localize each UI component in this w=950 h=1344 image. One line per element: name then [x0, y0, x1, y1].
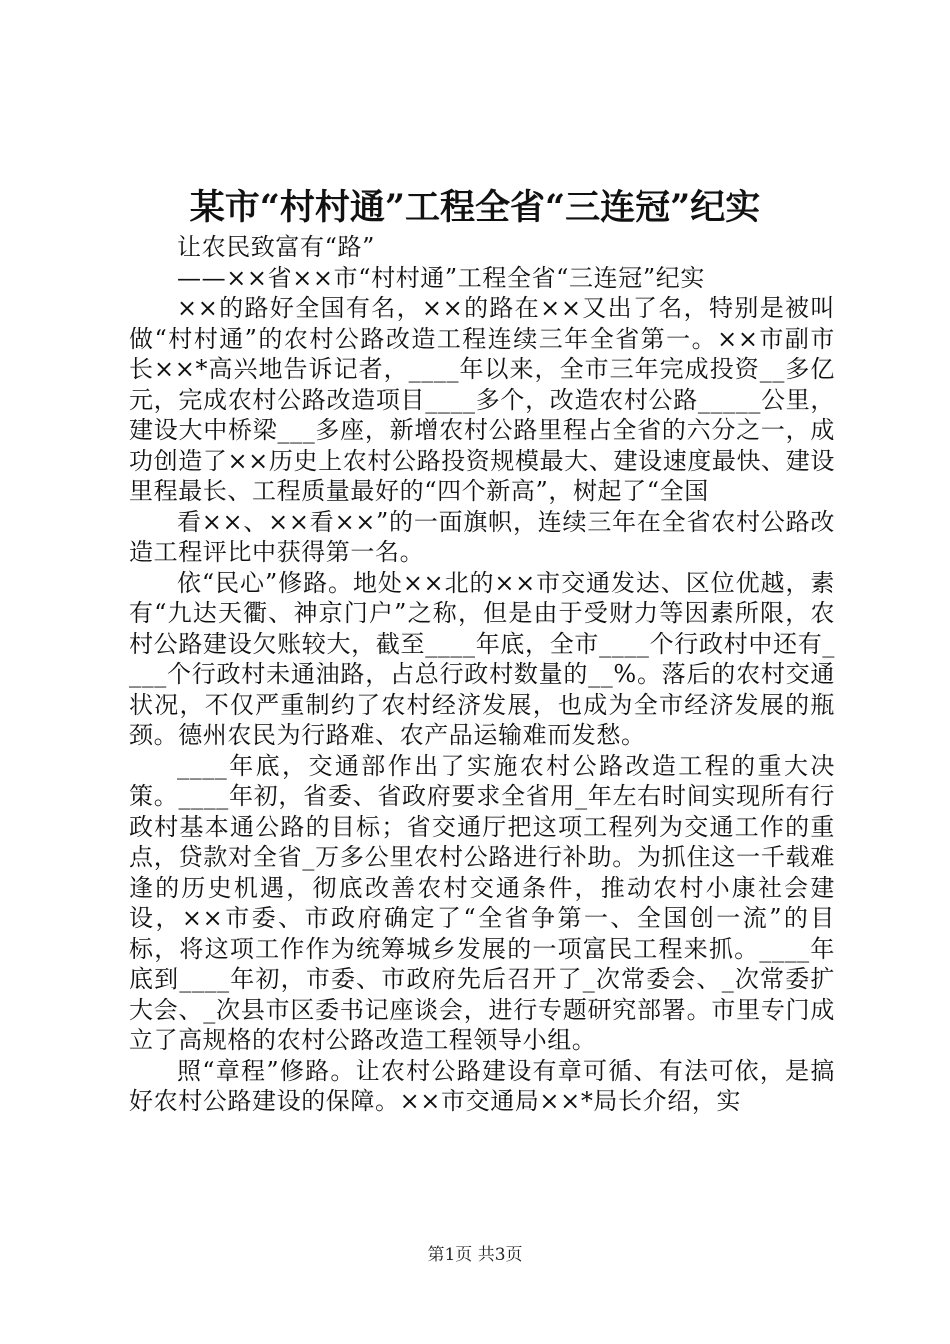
document-title: 某市“村村通”工程全省“三连冠”纪实 — [189, 187, 761, 228]
paragraph: 看××、××看××”的一面旗帜，连续三年在全省农村公路改造工程评比中获得第一名。 — [129, 507, 835, 566]
paragraph: 依“民心”修路。地处××北的××市交通发达、区位优越，素有“九达天衢、神京门户”之称，但是由于受财力等因素所限，农村公路建设欠账较大，截至____年底，全市____个行政村中还有____个行政村未通油路，占总行政村数量的__%。落后的农村交通状况，不仅严重制约了农村经济发展，也成为全市经济发展的瓶颈。德州农民为行路难、农产品运输难而发愁。 — [129, 568, 835, 749]
paragraph: 照“章程”修路。让农村公路建设有章可循、有法可依，是搞好农村公路建设的保障。××市交通局××*局长介绍，实 — [129, 1056, 835, 1115]
paragraph: ××的路好全国有名，××的路在××又出了名，特别是被叫做“村村通”的农村公路改造工程连续三年全省第一。××市副市长××*高兴地告诉记者，____年以来，全市三年完成投资__多亿元，完成农村公路改造项目____多个，改造农村公路_____公里，建设大中桥梁___多座，新增农村公路里程占全省的六分之一，成功创造了××历史上农村公路投资规模最大、建设速度最快、建设里程最长、工程质量最好的“四个新高”，树起了“全国 — [129, 294, 835, 505]
paragraph: ____年底，交通部作出了实施农村公路改造工程的重大决策。____年初，省委、省政府要求全省用_年左右时间实现所有行政村基本通公路的目标；省交通厅把这项工程列为交通工作的重点，贷款对全省_万多公里农村公路进行补助。为抓住这一千载难逢的历史机遇，彻底改善农村交通条件，推动农村小康社会建设，××市委、市政府确定了“全省争第一、全国创一流”的目标，将这项工作作为统筹城乡发展的一项富民工程来抓。____年底到____年初，市委、市政府先后召开了_次常委会、_次常委扩大会、_次县市区委书记座谈会，进行专题研究部署。市里专门成立了高规格的农村公路改造工程领导小组。 — [129, 751, 835, 1054]
subtitle-line-2: ——××省××市“村村通”工程全省“三连冠”纪实 — [177, 263, 705, 292]
document-body — [129, 232, 835, 1117]
page-number-footer: 第1页 共3页 — [427, 1245, 523, 1265]
subtitle-line-1: 让农民致富有“路” — [177, 233, 375, 261]
